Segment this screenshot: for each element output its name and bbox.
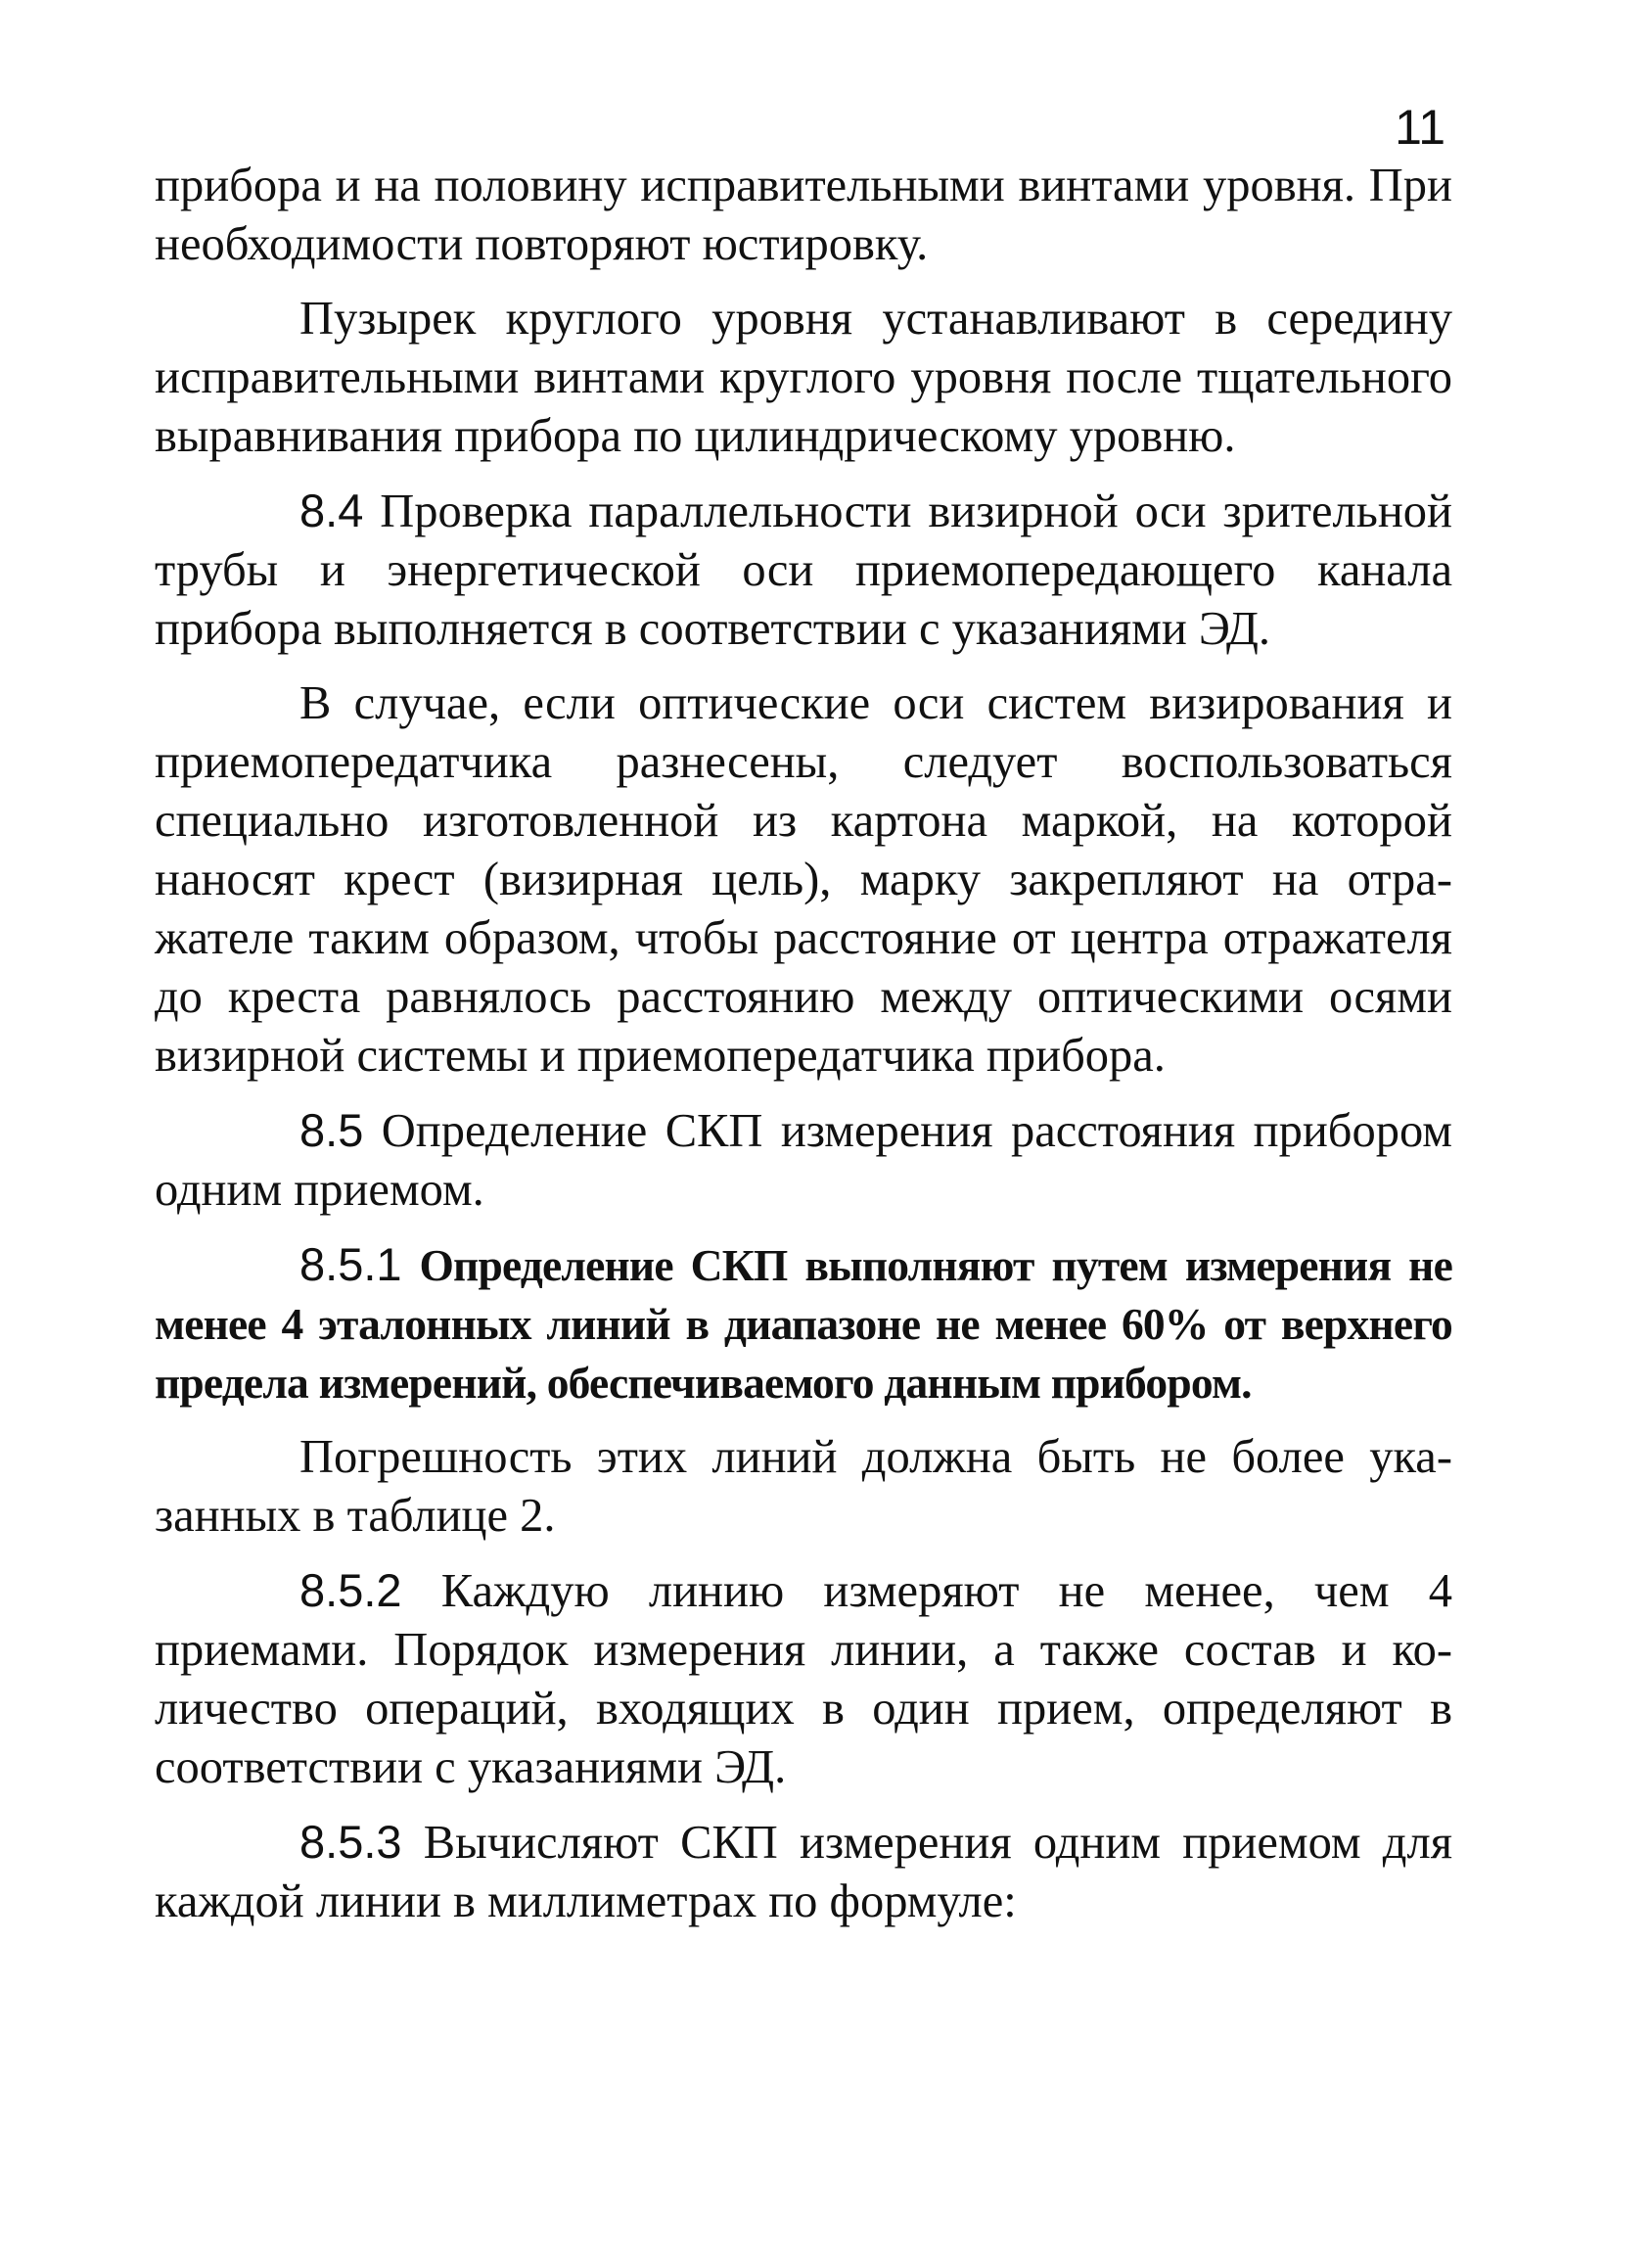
paragraph-text: Определение СКП измерения расстояния прибором одним приемом. <box>155 1105 1452 1216</box>
section-number: 8.5 <box>299 1104 364 1156</box>
paragraph-8-4 <box>155 482 1452 659</box>
paragraph-continuation <box>155 157 1452 274</box>
section-number: 8.4 <box>299 485 364 536</box>
paragraph-8-5 <box>155 1101 1452 1220</box>
paragraph-text: Пузырек круглого уровня устанавливают в середину исправительными винтами круглого уровня после тщательного выравнивания прибора по цилиндрическому уровню. <box>155 293 1452 462</box>
paragraph-text: Каждую линию измеряют не менее, чем 4 приемами. Порядок измерения линии, а также состав и количество операций, входящих в один прием, определяют в соответствии с указаниями ЭД. <box>155 1565 1452 1793</box>
paragraph-8-5-3 <box>155 1813 1452 1931</box>
paragraph-text: Определение СКП выполняют путем измерения не менее 4 эталонных линий в диапазоне не менее 60% от верхнего предела измерений, обеспечиваемого данным прибором. <box>155 1240 1452 1408</box>
paragraph-text: Проверка параллельности визирной оси зрительной трубы и энергетической оси приемопередающего канала прибора выполняется в соответствии с указаниями ЭД. <box>155 486 1452 655</box>
body-text <box>155 157 1452 1947</box>
section-number: 8.5.2 <box>299 1564 402 1616</box>
paragraph-text: прибора и на половину исправительными винтами уровня. При необходимости повторяют юстировку. <box>155 160 1452 270</box>
section-number: 8.5.3 <box>299 1816 402 1868</box>
paragraph-optical-axes <box>155 674 1452 1086</box>
paragraph-8-5-1 <box>155 1235 1452 1412</box>
paragraph-text: Погрешность этих линий должна быть не более указанных в таблице 2. <box>155 1431 1452 1542</box>
paragraph-8-5-2 <box>155 1561 1452 1797</box>
paragraph-text: Вычисляют СКП измерения одним приемом для каждой линии в миллиметрах по формуле: <box>155 1817 1452 1927</box>
section-number: 8.5.1 <box>299 1238 402 1290</box>
paragraph-text: В случае, если оптические оси систем визирования и приемопередатчика разнесены, следует воспользоваться специально изготовленной из картона маркой, на которой наносят крест (визирная цель), марку закрепляют на отражателе таким образом, чтобы расстояние от центра отражателя до креста равнялось расстоянию между оптическими осями визирной системы и приемопередатчика прибора. <box>155 677 1452 1082</box>
page-number: 11 <box>1395 100 1445 155</box>
paragraph-circular-level <box>155 290 1452 466</box>
paragraph-line-error <box>155 1428 1452 1546</box>
